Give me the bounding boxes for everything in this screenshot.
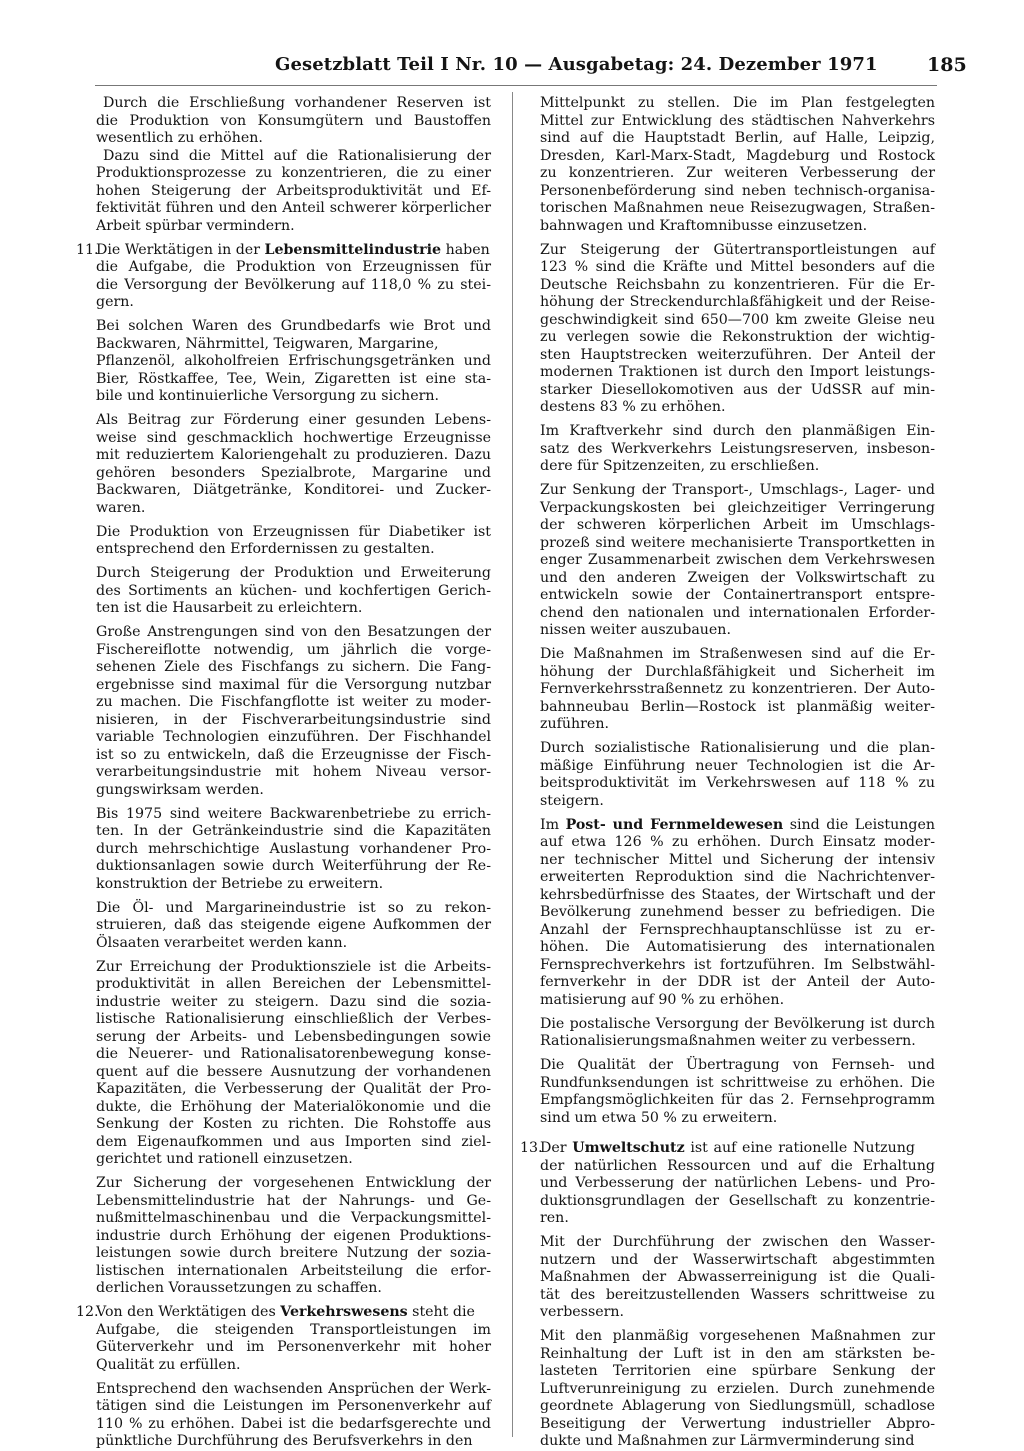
text-line: entwickeln sowie der Containertransport entspre- [540, 587, 935, 603]
text-line: Die Qualität der Übertragung von Fernseh- und [540, 1057, 935, 1073]
text-line: konstruktion der Betriebe zu erweitern. [96, 875, 384, 892]
text-line: Kapazitäten, die Verbesserung der Qualität der Pro- [96, 1081, 491, 1097]
text-line: waren. [96, 499, 146, 516]
text-line: zu verlegen sowie die Rekonstruktion der wichtig- [540, 329, 935, 345]
paragraph [540, 95, 935, 235]
text-line: Lebensmittelindustrie hat der Nahrungs- und Ge- [96, 1192, 491, 1209]
text-line: sind um etwa 50 % zu erweitern. [540, 1109, 778, 1126]
text-line: Personenbeförderung sind neben technisch-organisa- [540, 182, 935, 199]
text-line: Senkung der Kosten zu richten. Die Rohstoffe aus [96, 1116, 491, 1132]
text-line: Beseitigung der Verwertung industrieller Abpro- [540, 1415, 935, 1432]
text-line: verarbeitungsindustrie mit hohem Niveau versor- [96, 764, 491, 780]
text-line: Große Anstrengungen sind von den Besatzungen der [96, 624, 491, 640]
item-number: 13. [520, 1140, 543, 1156]
text-line: Reinhaltung der Luft ist in den am stärksten be- [540, 1345, 935, 1362]
item-number: 11. [76, 241, 99, 258]
text-line: Mittelpunkt zu stellen. Die im Plan festgelegten [540, 95, 935, 111]
text-line: ren. [540, 1210, 569, 1226]
text-line: Güterverkehr und im Personenverkehr mit hoher [96, 1339, 491, 1355]
text-line: quent auf die bessere Ausnutzung der vorhandenen [96, 1063, 491, 1080]
text-line: Aufgabe, die steigenden Transportleistungen im [96, 1321, 491, 1338]
text-line: Qualität zu erfüllen. [96, 1356, 241, 1373]
text-line: Fernsprechverkehrs ist fortzuführen. Im Selbstwähl- [540, 956, 935, 973]
text-line: modernen Traktionen ist durch den Import leistungs- [540, 364, 935, 380]
text-line: ten. In der Getränkeindustrie sind die Kapazitäten [96, 823, 491, 839]
text-line: sten Hauptstrecken weiterzuführen. Der Anteil der [540, 346, 935, 363]
paragraph [96, 806, 491, 894]
text-line: Als Beitrag zur Förderung einer gesunden Lebens- [96, 412, 491, 428]
text-line: sehenen Ziele des Fischfangs zu sichern. Die Fang- [96, 659, 491, 675]
text-line: Bevölkerung zunehmend besser zu befriedigen. Die [540, 904, 935, 920]
paragraph [96, 959, 491, 1169]
text-line: derlichen Voraussetzungen zu schaffen. [96, 1280, 382, 1296]
text-line: Mittel zur Entwicklung des städtischen Nahverkehrs [540, 112, 935, 129]
text-line: ten ist die Hausarbeit zu erleichtern. [96, 600, 363, 616]
text-line: pünktliche Durchführung des Berufsverkehrs in den [96, 1433, 473, 1449]
text-line: bahnneubau Berlin—Rostock ist planmäßig weiter- [540, 698, 935, 715]
text-line: höhung der Durchlaßfähigkeit und Sicherheit im [540, 663, 935, 680]
text-line: Anzahl der Fernsprechhauptanschlüsse ist zu er- [540, 921, 935, 938]
paragraph [540, 817, 935, 1010]
text-line: satz des Werkverkehrs Leistungsreserven, insbeson- [540, 440, 935, 457]
text-line: Durch Steigerung der Produktion und Erweiterung [96, 565, 491, 581]
text-line: prozeß sind weitere mechanisierte Transportketten in [540, 534, 935, 551]
text-line: matisierung auf 90 % zu erhöhen. [540, 991, 785, 1008]
paragraph [96, 524, 491, 559]
text-line: Die Öl- und Margarineindustrie ist so zu rekon- [96, 899, 491, 916]
text-line: beitsproduktivität im Verkehrswesen auf 118 % zu [540, 775, 935, 791]
text-line: geschwindigkeit sind 650—700 km zweite Gleise neu [540, 311, 935, 328]
text-line: Deutsche Reichsbahn zu konzentrieren. Für die Er- [540, 276, 935, 293]
text-line: 13. Der Umweltschutz ist auf eine rationelle Nutzung [520, 1140, 915, 1156]
text-line: industrie durch Erhöhung der eigenen Produktions- [96, 1227, 491, 1244]
paragraph [540, 740, 935, 810]
text-line: durch mehrschichtige Auslastung vorhandener Pro- [96, 840, 491, 857]
text-line: ist so zu entwickeln, daß die Erzeugnisse der Fisch- [96, 746, 491, 763]
text-line: nisieren, in der Fischverarbeitungsindustrie sind [96, 711, 491, 728]
text-line: destens 83 % zu erhöhen. [540, 399, 726, 415]
text-line: auf etwa 126 % zu erhöhen. Durch Einsatz moder- [540, 834, 935, 850]
text-line: und den anderen Zweigen der Volkswirtschaft zu [540, 569, 935, 586]
paragraph [540, 1016, 935, 1051]
text-line: ner technischer Mittel und Sicherung der intensiv [540, 851, 935, 868]
text-line: gehören besonders Spezialbrote, Margarine und [96, 464, 491, 481]
text-line: leistungen sowie durch breitere Nutzung der sozia- [96, 1245, 491, 1261]
text-line: mäßige Einführung neuer Technologien ist die Ar- [540, 757, 935, 774]
paragraph [96, 565, 491, 618]
emphasis: Post- und Fernmeldewesen [565, 816, 784, 833]
text-line: gerichtet und rationell einzusetzen. [96, 1151, 353, 1167]
text-line: gern. [96, 294, 134, 310]
item-number: 12. [76, 1304, 99, 1320]
header-title: Gesetzblatt Teil I Nr. 10 — Ausgabetag: 24. Dezember 1971 [275, 54, 878, 75]
text-line: Zur Senkung der Transport-, Umschlags-, Lager- und [540, 482, 935, 498]
paragraph [540, 482, 935, 640]
text-line: dem Eigenaufkommen und aus Importen sind ziel- [96, 1133, 491, 1150]
text-line: wesentlich zu erhöhen. [96, 130, 263, 146]
text-line: dukte, die Erhöhung der Materialökonomie und die [96, 1098, 491, 1115]
paragraph [96, 1175, 491, 1298]
text-line: fernverkehr in der DDR ist der Anteil der Auto- [540, 974, 935, 990]
text-line: hohen Steigerung der Arbeitsproduktivität und Ef- [96, 182, 491, 199]
text-line: Dresden, Karl-Marx-Stadt, Magdeburg und Rostock [540, 147, 935, 164]
text-line: struieren, daß das steigende eigene Aufkommen der [96, 917, 491, 933]
numbered-item-13 [520, 1140, 935, 1228]
text-line: höhung der Streckendurchlaßfähigkeit und der Reise- [540, 294, 935, 310]
text-line: dukte und Maßnahmen zur Lärmverminderung sind [540, 1433, 915, 1449]
text-line: nissen weiter auszubauen. [540, 622, 731, 638]
text-line: Backwaren, Nährmittel, Teigwaren, Margarine, [96, 335, 439, 352]
text-line: Bei solchen Waren des Grundbedarfs wie Brot und [96, 318, 491, 334]
text-line: Durch sozialistische Rationalisierung und die plan- [540, 740, 935, 756]
text-line: serung der Arbeits- und Lebensbedingungen sowie [96, 1028, 491, 1045]
text-line: fektivität führen und den Anteil schwerer körperlicher [96, 200, 491, 216]
text-line: 11. Die Werktätigen in der Lebensmittelindustrie haben [76, 241, 490, 258]
text-line: der natürlichen Ressourcen und auf die Erhaltung [540, 1157, 935, 1174]
paragraph [96, 95, 491, 148]
paragraph [540, 646, 935, 734]
paragraph [96, 318, 491, 406]
text-line: die Aufgabe, die Produktion von Erzeugnissen für [96, 259, 491, 275]
text-line: Mit der Durchführung der zwischen den Wasser- [540, 1234, 935, 1250]
text-line: kehrsbedürfnisse des Staates, der Wirtschaft und der [540, 886, 935, 903]
text-line: Die Maßnahmen im Straßenwesen sind auf die Er- [540, 646, 935, 662]
text-line: zu machen. Die Fischfangflotte ist weiter zu moder- [96, 694, 491, 710]
paragraph [540, 1328, 935, 1451]
text-line: Dazu sind die Mittel auf die Rationalisierung der [103, 147, 491, 164]
text-line: Arbeit spürbar vermindern. [96, 217, 295, 234]
text-line: Backwaren, Diätgetränke, Konditorei- und Zucker- [96, 482, 491, 498]
text-line: Zur Sicherung der vorgesehenen Entwicklung der [96, 1175, 491, 1191]
text-line: listischen internationalen Arbeitsteilung die erfor- [96, 1262, 491, 1279]
numbered-item-12 [76, 1304, 491, 1374]
text-line: die Produktion von Konsumgütern und Baustoffen [96, 112, 491, 129]
text-line: bile und kontinuierliche Versorgung zu sichern. [96, 388, 440, 404]
text-line: mit reduziertem Kaloriengehalt zu produzieren. Dazu [96, 447, 491, 463]
text-line: lasteten Territorien eine spürbare Senkung der [540, 1363, 935, 1379]
text-line: 123 % sind die Kräfte und Mittel besonders auf die [540, 259, 935, 275]
text-line: nutzern und der Wasserwirtschaft abgestimmten [540, 1251, 935, 1268]
paragraph [540, 1057, 935, 1127]
text-line: starker Diesellokomotiven aus der UdSSR auf min- [540, 381, 935, 398]
text-line: die Neuerer- und Rationalisatorenbewegung konse- [96, 1046, 491, 1062]
text-line: höhen. Die Automatisierung des internationalen [540, 939, 935, 955]
text-line: dere für Spitzenzeiten, zu erschließen. [540, 458, 820, 474]
text-line: Im Post- und Fernmeldewesen sind die Leistungen [540, 816, 935, 833]
text-line: Maßnahmen der Abwasserreinigung ist die Quali- [540, 1269, 935, 1285]
paragraph [540, 1234, 935, 1322]
text-line: Die postalische Versorgung der Bevölkerung ist durch [540, 1015, 935, 1032]
text-line: Pflanzenöl, alkoholfreien Erfrischungsgetränken und [96, 353, 491, 369]
column-divider [512, 92, 513, 1437]
paragraph [96, 900, 491, 953]
text-line: Mit den planmäßig vorgesehenen Maßnahmen zur [540, 1328, 935, 1344]
text-line: gungswirksam werden. [96, 781, 264, 798]
paragraph [96, 148, 491, 236]
paragraph [96, 624, 491, 799]
header-rule [95, 85, 937, 86]
paragraph [540, 242, 935, 417]
emphasis: Umweltschutz [572, 1140, 685, 1156]
page-header [0, 54, 1024, 84]
paragraph [96, 1381, 491, 1451]
text-line: chend den nationalen und internationalen Erforder- [540, 604, 935, 621]
text-line: nußmittelmaschinenbau und die Verpackungsmittel- [96, 1210, 491, 1226]
text-line: Empfangsmöglichkeiten für das 2. Fernsehprogramm [540, 1092, 935, 1108]
text-line: Zur Erreichung der Produktionsziele ist die Arbeits- [96, 958, 491, 975]
text-line: Fernverkehrsstraßennetz zu konzentrieren. Der Auto- [540, 681, 935, 697]
text-line: Ölsaaten verarbeitet werden kann. [96, 934, 348, 951]
text-line: die Versorgung der Bevölkerung auf 118,0 % zu stei- [96, 276, 491, 293]
text-line: Bier, Röstkaffee, Tee, Wein, Zigaretten ist eine sta- [96, 370, 491, 387]
paragraph [540, 423, 935, 476]
text-line: listische Rationalisierung einschließlich der Verbes- [96, 1011, 491, 1027]
text-line: Rundfunksendungen ist schrittweise zu erhöhen. Die [540, 1074, 935, 1091]
text-line: ergebnisse sind maximal für die Versorgung nutzbar [96, 676, 491, 693]
text-line: 110 % zu erhöhen. Dabei ist die bedarfsgerechte und [96, 1415, 491, 1432]
text-line: des Sortiments an küchen- und kochfertigen Gerich- [96, 582, 491, 599]
text-line: Die Produktion von Erzeugnissen für Diabetiker ist [96, 523, 491, 540]
text-line: tät des bereitzustellenden Wassers schrittweise zu [540, 1286, 935, 1303]
emphasis: Verkehrswesens [280, 1304, 408, 1320]
text-line: weise sind geschmacklich hochwertige Erzeugnisse [96, 429, 491, 446]
text-line: produktivität in allen Bereichen der Lebensmittel- [96, 976, 491, 992]
text-line: Zur Steigerung der Gütertransportleistungen auf [540, 241, 935, 258]
text-line: industrie weiter zu steigern. Dazu sind die sozia- [96, 993, 491, 1010]
paragraph [96, 412, 491, 517]
text-line: Fischereiflotte notwendig, um jährlich die vorge- [96, 641, 491, 658]
emphasis: Lebensmittelindustrie [264, 241, 442, 258]
text-line: Luftverunreinigung zu erzielen. Durch zunehmende [540, 1380, 935, 1397]
text-line: sind auf die Hauptstadt Berlin, auf Halle, Leipzig, [540, 130, 935, 146]
text-line: tätigen sind die Leistungen im Personenverkehr auf [96, 1398, 491, 1414]
text-line: Im Kraftverkehr sind durch den planmäßigen Ein- [540, 423, 935, 439]
text-line: Bis 1975 sind weitere Backwarenbetriebe zu errich- [96, 805, 491, 822]
text-line: torischen Maßnahmen neue Reisezugwagen, Straßen- [540, 200, 935, 216]
text-line: Rationalisierungsmaßnahmen weiter zu verbessern. [540, 1033, 916, 1049]
text-line: Durch die Erschließung vorhandener Reserven ist [103, 95, 491, 111]
text-line: bahnwagen und Kraftomnibusse einzusetzen. [540, 217, 868, 234]
numbered-item-11 [76, 241, 491, 312]
text-line: steigern. [540, 792, 604, 809]
text-line: variable Technologien einzuführen. Der Fischhandel [96, 729, 491, 745]
text-line: enger Zusammenarbeit zwischen dem Verkehrswesen [540, 552, 935, 568]
text-line: geordnete Ablagerung von Siedlungsmüll, schadlose [540, 1398, 935, 1414]
text-line: duktionsgrundlagen der Gesellschaft zu konzentrie- [540, 1192, 935, 1209]
text-line: zuführen. [540, 716, 609, 732]
text-line: zu konzentrieren. Zur weiteren Verbesserung der [540, 165, 935, 181]
text-line: Produktionsprozesse zu konzentrieren, die zu einer [96, 165, 491, 181]
text-line: erweiterten Reproduktion sind die Nachrichtenver- [540, 869, 935, 885]
text-line: verbessern. [540, 1304, 625, 1320]
left-column [76, 95, 491, 1449]
page-number: 185 [927, 54, 967, 76]
text-line: 12. Von den Werktätigen des Verkehrswesens steht die [76, 1304, 475, 1320]
text-line: Entsprechend den wachsenden Ansprüchen der Werk- [96, 1380, 491, 1397]
right-column [520, 95, 935, 1449]
text-line: Verpackungskosten bei gleichzeitiger Verringerung [540, 499, 935, 516]
text-line: duktionsanlagen sowie durch Weiterführung der Re- [96, 858, 491, 874]
text-line: entsprechend den Erfordernissen zu gestalten. [96, 541, 435, 557]
text-line: und Verbesserung der natürlichen Lebens- und Pro- [540, 1175, 935, 1191]
text-line: der schweren körperlichen Arbeit im Umschlags- [540, 517, 935, 533]
